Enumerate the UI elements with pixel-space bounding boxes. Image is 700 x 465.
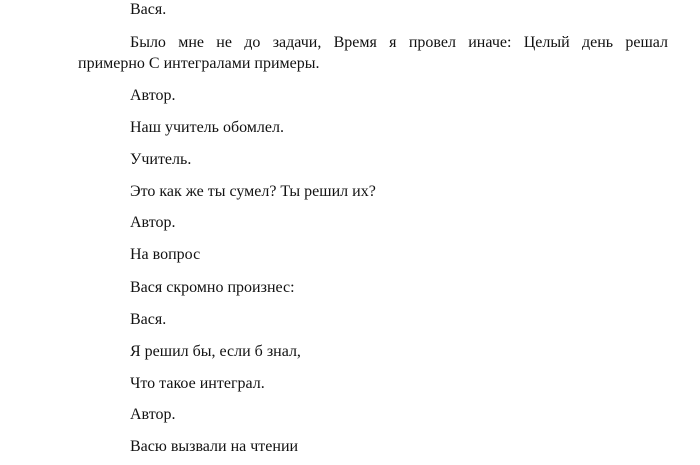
text-line: Было мне не до задачи, Время я провел иначе: Целый день решал xyxy=(130,34,668,51)
text-line: На вопрос xyxy=(130,246,201,263)
text-line: примерно С интегралами примеры. xyxy=(78,55,320,72)
speaker-line: Вася. xyxy=(130,311,167,328)
text-line: Что такое интеграл. xyxy=(130,375,265,392)
speaker-line: Автор. xyxy=(130,214,176,231)
speaker-line: Вася. xyxy=(130,1,167,18)
text-line: Это как же ты сумел? Ты решил их? xyxy=(130,183,376,200)
speaker-line: Автор. xyxy=(130,87,176,104)
text-line: Наш учитель обомлел. xyxy=(130,119,284,136)
speaker-line: Учитель. xyxy=(130,151,192,168)
text-line: Васю вызвали на чтении xyxy=(130,438,299,455)
speaker-line: Автор. xyxy=(130,406,176,423)
text-line: Я решил бы, если б знал, xyxy=(130,343,301,360)
text-line: Вася скромно произнес: xyxy=(130,279,295,296)
